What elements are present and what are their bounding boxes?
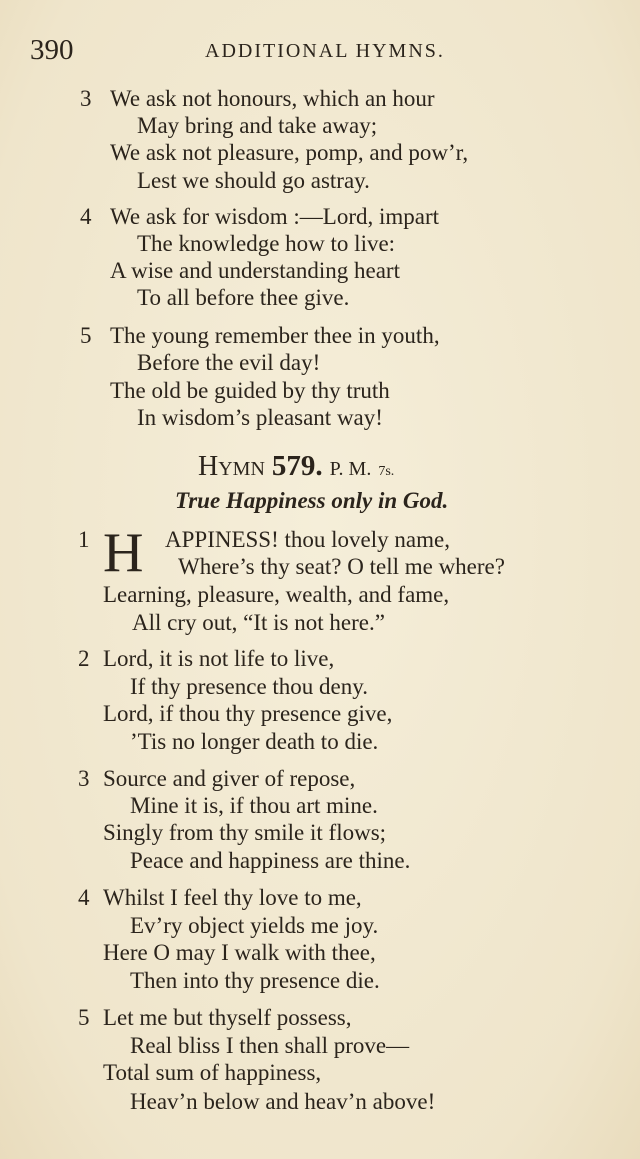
- verse-line: Source and giver of repose,: [103, 766, 356, 791]
- verse-line: In wisdom’s pleasant way!: [137, 405, 383, 430]
- verse-line: Before the evil day!: [137, 350, 321, 375]
- hymn-title: [198, 452, 394, 481]
- stanza-number: 3: [80, 86, 92, 111]
- verse-line: Here O may I walk with thee,: [103, 940, 376, 965]
- stanza-number: 5: [78, 1005, 90, 1030]
- verse-line: Singly from thy smile it flows;: [103, 820, 387, 845]
- verse-line: We ask not pleasure, pomp, and pow’r,: [110, 140, 469, 165]
- verse-line: Peace and happiness are thine.: [130, 848, 411, 873]
- verse-line: Where’s thy seat? O tell me where?: [178, 554, 505, 579]
- verse-line: Ev’ry object yields me joy.: [130, 913, 379, 938]
- verse-line: APPINESS! thou lovely name,: [165, 527, 450, 552]
- verse-line: A wise and understanding heart: [110, 258, 400, 283]
- verse-line: Let me but thyself possess,: [103, 1005, 352, 1030]
- hymn-meter: P. M.: [329, 458, 372, 480]
- verse-line: May bring and take away;: [137, 113, 378, 138]
- stanza-number: 4: [78, 885, 90, 910]
- verse-line: If thy presence thou deny.: [130, 674, 369, 699]
- running-head: ADDITIONAL HYMNS.: [205, 40, 445, 62]
- page-number: 390: [30, 34, 74, 66]
- hymn-meter-detail: 7s.: [378, 464, 395, 479]
- verse-line: All cry out, “It is not here.”: [132, 610, 385, 635]
- verse-line: We ask not honours, which an hour: [110, 86, 435, 111]
- stanza-number: 4: [80, 204, 92, 229]
- drop-cap-letter: H: [103, 522, 144, 584]
- verse-line: Lord, it is not life to live,: [103, 646, 335, 671]
- hymn-title-word: Hymn: [198, 451, 265, 482]
- hymn-subtitle: True Happiness only in God.: [175, 488, 449, 513]
- verse-line: The young remember thee in youth,: [110, 323, 440, 348]
- verse-line: The old be guided by thy truth: [110, 378, 390, 403]
- verse-line: Learning, pleasure, wealth, and fame,: [103, 582, 450, 607]
- verse-line: Total sum of happiness,: [103, 1060, 322, 1085]
- verse-line: ’Tis no longer death to die.: [130, 729, 379, 754]
- stanza-number: 1: [78, 527, 90, 552]
- verse-line: Lord, if thou thy presence give,: [103, 701, 393, 726]
- verse-line: Lest we should go astray.: [137, 168, 370, 193]
- verse-line: Real bliss I then shall prove—: [130, 1033, 410, 1058]
- verse-line: To all before thee give.: [137, 285, 350, 310]
- verse-line: Then into thy presence die.: [130, 968, 380, 993]
- verse-line: Heav’n below and heav’n above!: [130, 1089, 436, 1114]
- verse-line: We ask for wisdom :—Lord, impart: [110, 204, 440, 229]
- stanza-number: 2: [78, 646, 90, 671]
- verse-line: Mine it is, if thou art mine.: [130, 793, 378, 818]
- verse-line: The knowledge how to live:: [137, 231, 396, 256]
- stanza-number: 3: [78, 766, 90, 791]
- verse-line: Whilst I feel thy love to me,: [103, 885, 362, 910]
- stanza-number: 5: [80, 323, 92, 348]
- hymn-number: 579.: [271, 450, 323, 482]
